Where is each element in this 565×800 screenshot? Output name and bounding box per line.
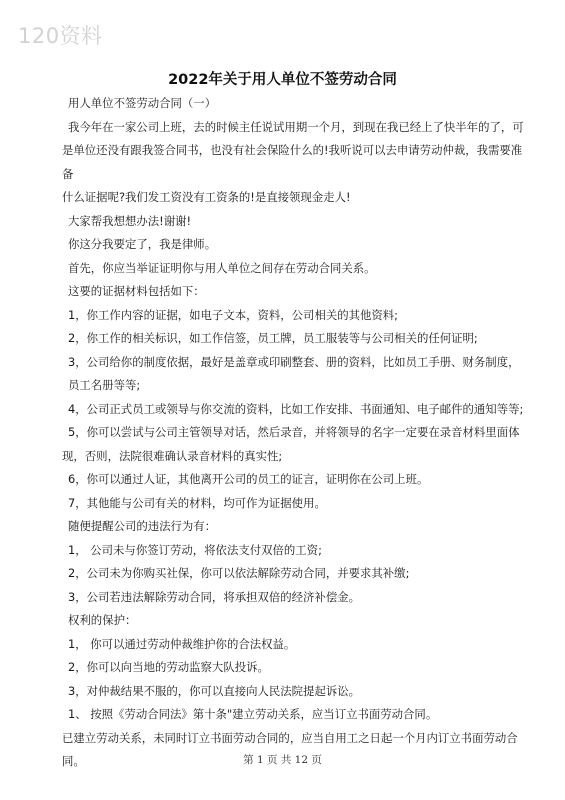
paragraph-line: 员工名册等等; [68,378,141,392]
page-number: 第 1 页 共 12 页 [243,754,322,766]
document-body [62,92,528,774]
paragraph-line: 6，你可以通过人证，其他离开公司的员工的证言，证明你在公司上班。 [68,472,429,486]
paragraph-line: 现，否则，法院很难确认录音材料的真实性; [62,448,283,463]
paragraph-line: 7，其他能与公司有关的材料，均可作为证据使用。 [68,495,326,510]
paragraph-line: 你这分我要定了，我是律师。 [68,237,217,251]
document-title: 2022年关于用人单位不签劳动合同 [168,72,397,88]
paragraph-line: 4，公司正式员工或领导与你交流的资料，比如工作安排、书面通知、电子邮件的通知等等; [68,401,524,416]
paragraph-line: 用人单位不签劳动合同（一） [68,96,217,110]
paragraph-line: 1，你工作内容的证据，如电子文本，资料，公司相关的其他资料; [68,307,399,322]
paragraph-line: 3，公司若违法解除劳动合同，将承担双倍的经济补偿金。 [68,589,361,604]
paragraph-line: 是单位还没有跟我签合同书，也没有社会保险什么的!我听说可以去申请劳动仲裁，我需要准备 [62,143,523,181]
paragraph-line: 同。 [62,754,85,768]
paragraph-line: 3，公司给你的制度依据，最好是盖章或印刷整套、册的资料，比如员工手册、财务制度， [68,354,520,369]
paragraph-line: 我今年在一家公司上班，去的时候主任说试用期一个月，到现在我已经上了快半年的了，可 [68,119,524,134]
paragraph-line: 这要的证据材料包括如下： [68,284,205,298]
paragraph-line: 5，你可以尝试与公司主管领导对话，然后录音，并将领导的名字一定要在录音材料里面体 [68,425,520,439]
paragraph-line: 1， 公司未与你签订劳动，将依法支付双倍的工资; [68,542,322,557]
paragraph-line: 大家帮我想想办法!谢谢! [68,213,192,228]
paragraph-line: 2，你可以向当地的劳动监察大队投诉。 [68,660,269,674]
paragraph-line: 1、 按照《劳动合同法》第十条"建立劳动关系，应当订立书面劳动合同。 [68,707,438,721]
watermark-logo: 120资料 [18,24,103,48]
paragraph-line: 2，你工作的相关标识，如工作信签，员工牌，员工服装等与公司相关的任何证明; [68,331,478,345]
paragraph-line: 随便提醒公司的违法行为有： [68,519,217,533]
paragraph-line: 首先，你应当举证证明你与用人单位之间存在劳动合同关系。 [68,260,376,275]
paragraph-line: 3，对仲裁结果不服的，你可以直接向人民法院提起诉讼。 [68,683,361,698]
paragraph-line: 已建立劳动关系，未同时订立书面劳动合同的，应当自用工之日起一个月内订立书面劳动合 [62,730,518,745]
paragraph-line: 1， 你可以通过劳动仲裁维护你的合法权益。 [68,636,296,651]
paragraph-line: 2，公司未为你购买社保，你可以依法解除劳动合同，并要求其补缴; [68,566,410,580]
paragraph-line: 什么证据呢?我们发工资没有工资条的!是直接领现金走人! [62,190,351,204]
paragraph-line: 权利的保护： [68,613,137,627]
